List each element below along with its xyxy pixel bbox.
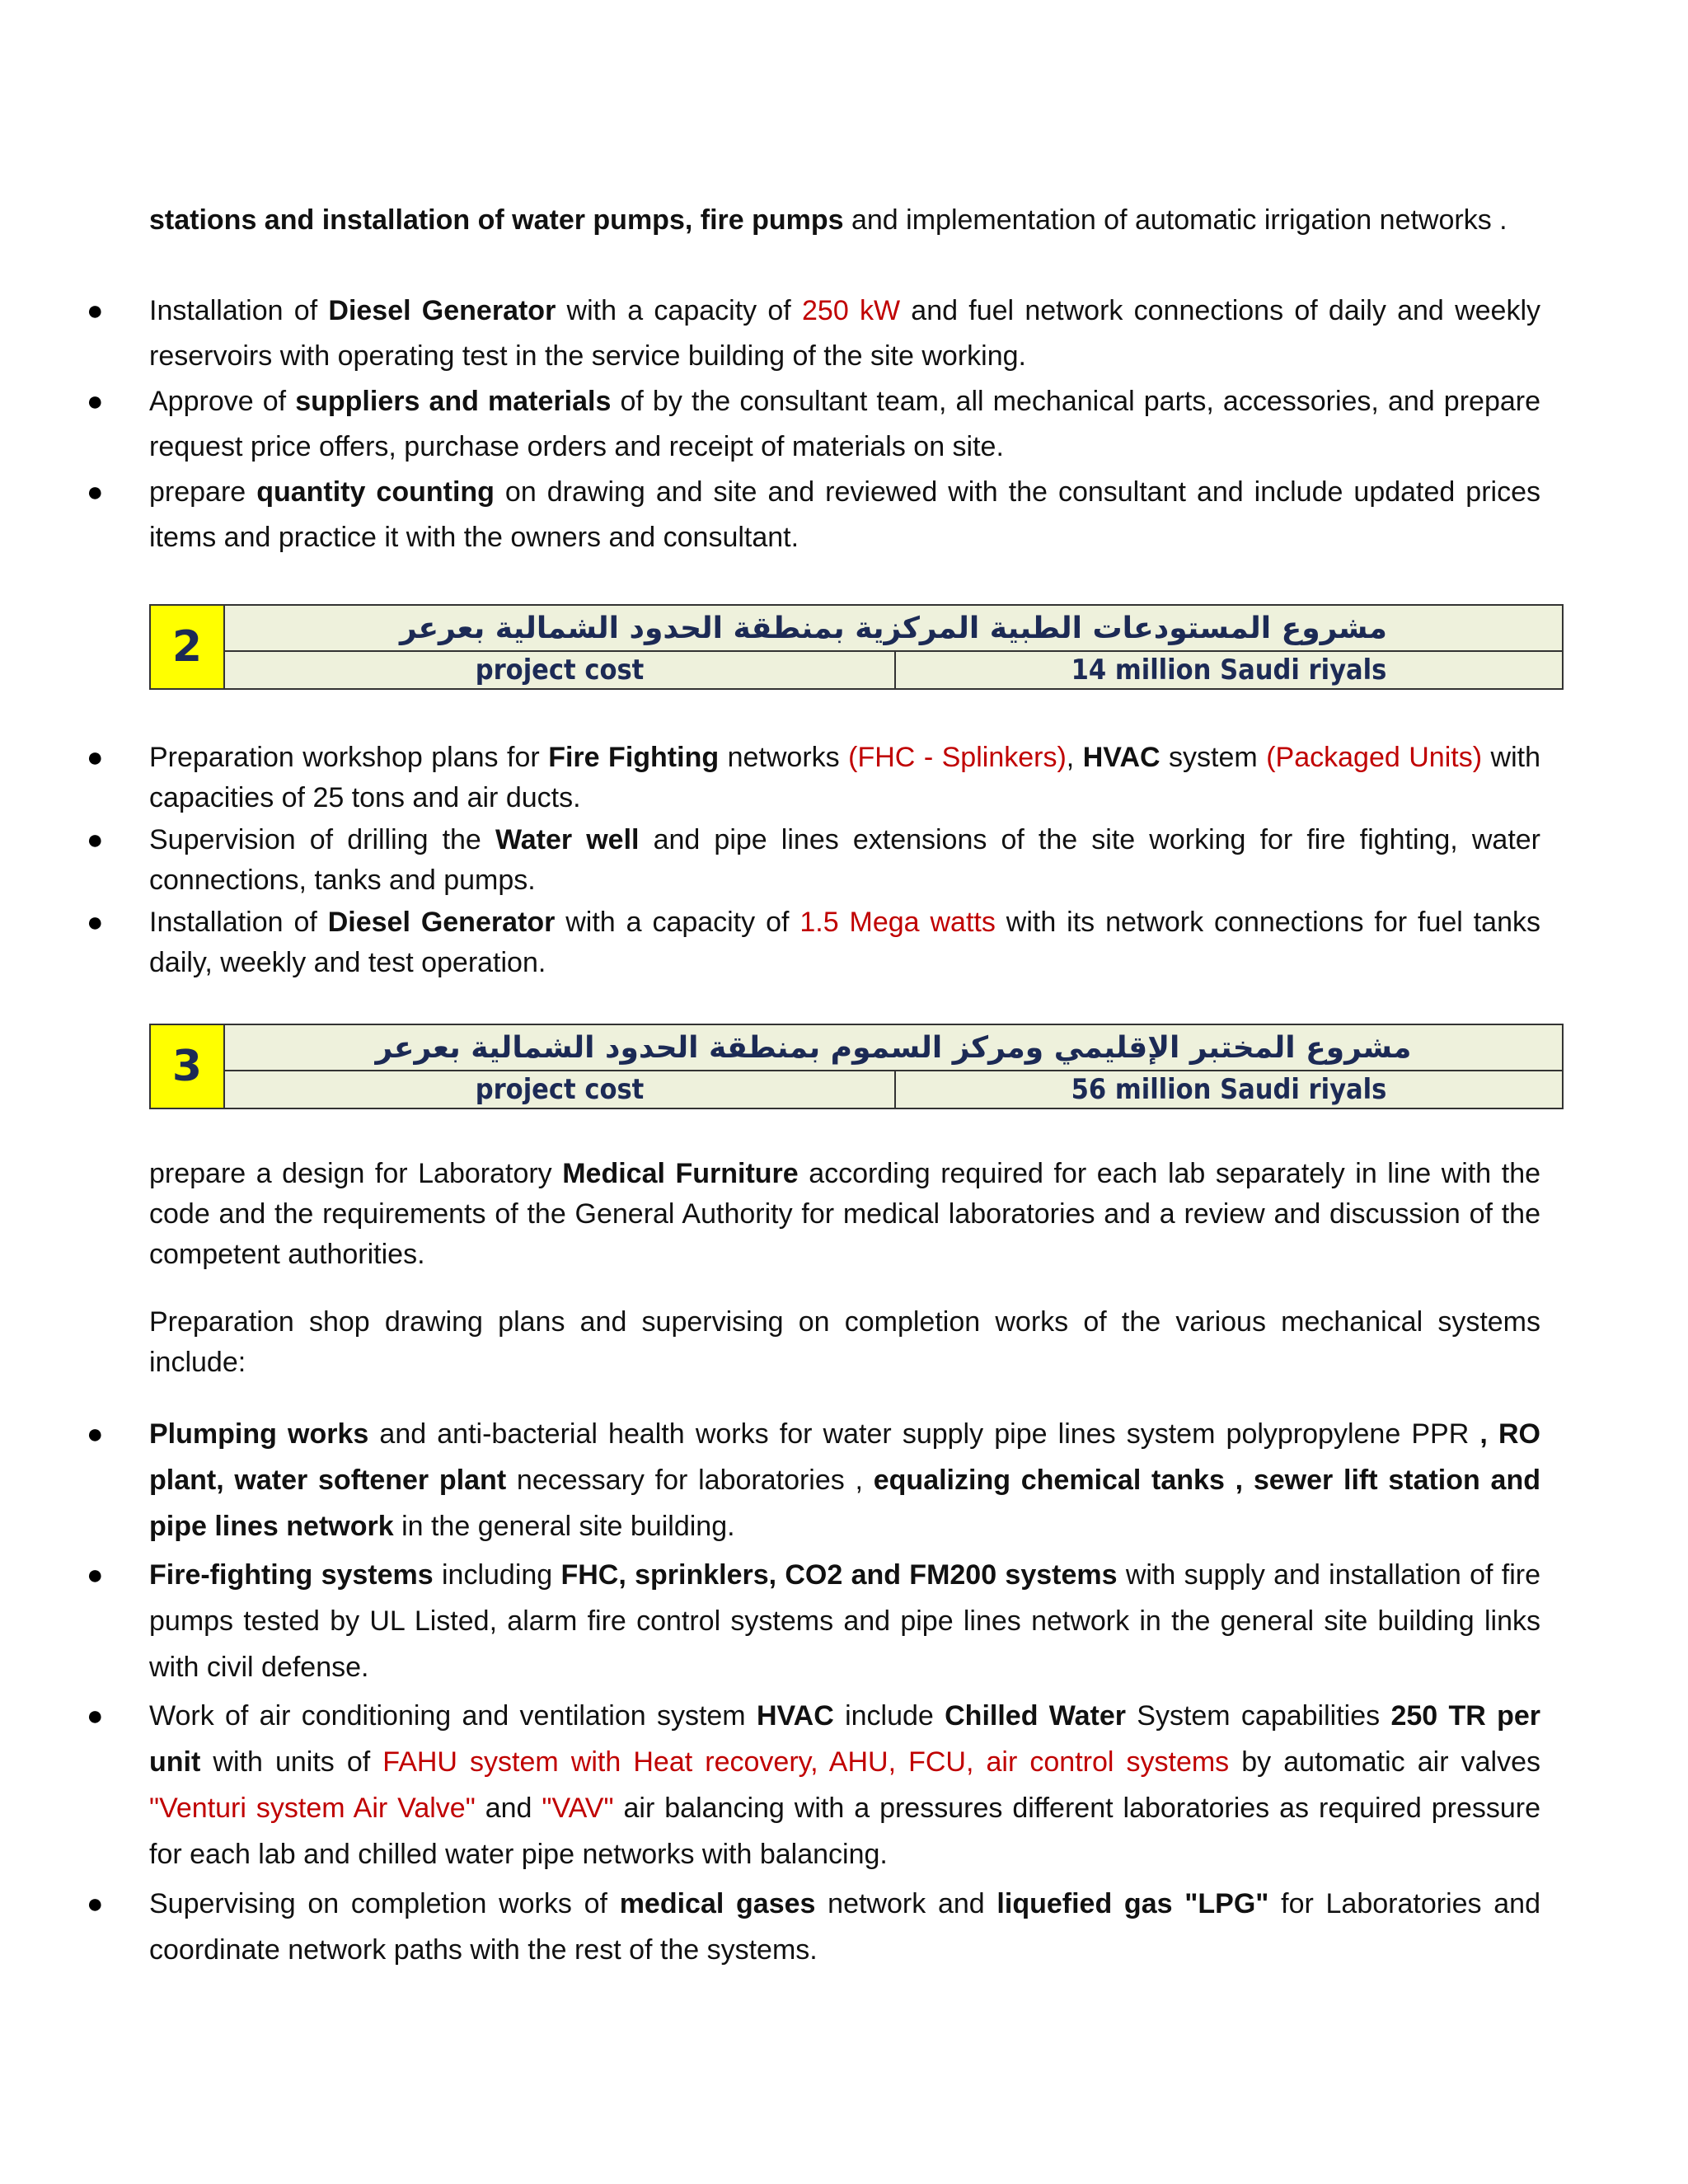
project-cost-label: project cost <box>225 1071 896 1108</box>
project-cost-value: 56 million Saudi riyals <box>1071 1073 1387 1106</box>
bullet-icon: ● <box>87 386 104 417</box>
paragraph: Preparation shop drawing plans and supervising on completion works of the various mechanical systems include: <box>149 1306 1540 1378</box>
project-header-table <box>149 604 1564 690</box>
project-number: 3 <box>151 1025 225 1108</box>
bullet-icon: ● <box>87 476 104 508</box>
list-item: ● prepare quantity counting on drawing and site and reviewed with the consultant and include updated prices items and practice it with the owners and consultant. <box>149 470 1540 560</box>
project-title: مشروع المختبر الإقليمي ومركز السموم بمنطقة الحدود الشمالية بعرعر <box>225 1025 1562 1071</box>
list-item: ● Preparation workshop plans for Fire Fighting networks (FHC - Splinkers), HVAC system (Packaged Units) with capacities of 25 tons and air ducts. <box>149 738 1540 818</box>
project-title: مشروع المستودعات الطبية المركزية بمنطقة الحدود الشمالية بعرعر <box>225 606 1562 652</box>
list-item: ● Approve of suppliers and materials of by the consultant team, all mechanical parts, accessories, and prepare request price offers, purchase orders and receipt of materials on site. <box>149 379 1540 470</box>
bullet-icon: ● <box>87 1559 104 1591</box>
list-item: ● Supervising on completion works of medical gases network and liquefied gas "LPG" for Laboratories and coordinate network paths with the rest of the systems. <box>149 1881 1540 1973</box>
paragraph: prepare a design for Laboratory Medical Furniture according required for each lab separately in line with the code and the requirements of the General Authority for medical laboratories and a review and discussion of the competent authorities. <box>149 1158 1541 1270</box>
bullet-icon: ● <box>87 1700 104 1732</box>
project-cost-label: project cost <box>225 652 896 688</box>
list-item: ● Work of air conditioning and ventilation system HVAC include Chilled Water System capabilities 250 TR per unit with units of FAHU system with Heat recovery, AHU, FCU, air control systems by automatic air valves "Venturi system Air Valve" and "VAV" air balancing with a pressures different laboratories as required pressure for each lab and chilled water pipe networks with balancing. <box>149 1693 1540 1877</box>
list-item: ● Fire-fighting systems including FHC, sprinklers, CO2 and FM200 systems with supply and installation of fire pumps tested by UL Listed, alarm fire control systems and pipe lines network in the general site building links with civil defense. <box>149 1552 1540 1690</box>
bold-text: stations and installation of water pumps, fire pumps <box>149 204 844 236</box>
bullet-icon: ● <box>87 1888 104 1919</box>
list-item: ● Supervision of drilling the Water well and pipe lines extensions of the site working for fire fighting, water connections, tanks and pumps. <box>149 820 1540 901</box>
bullet-icon: ● <box>87 742 104 773</box>
bullet-icon: ● <box>87 1418 104 1450</box>
continued-bullet-text: stations and installation of water pumps, fire pumps and implementation of automatic irrigation networks . <box>149 204 1507 236</box>
bullet-icon: ● <box>87 824 104 855</box>
list-item: ● Installation of Diesel Generator with a capacity of 250 kW and fuel network connections of daily and weekly reservoirs with operating test in the service building of the site working. <box>149 288 1540 379</box>
bullet-icon: ● <box>87 907 104 938</box>
list-item: ● Plumping works and anti-bacterial health works for water supply pipe lines system polypropylene PPR , RO plant, water softener plant necessary for laboratories , equalizing chemical tanks , sewer lift station and pipe lines network in the general site building. <box>149 1411 1540 1549</box>
project-header-table <box>149 1024 1564 1109</box>
list-item: ● Installation of Diesel Generator with a capacity of 1.5 Mega watts with its network connections for fuel tanks daily, weekly and test operation. <box>149 902 1540 983</box>
project-cost-value: 14 million Saudi riyals <box>1071 654 1387 687</box>
bullet-icon: ● <box>87 295 104 326</box>
project-number: 2 <box>151 606 225 688</box>
